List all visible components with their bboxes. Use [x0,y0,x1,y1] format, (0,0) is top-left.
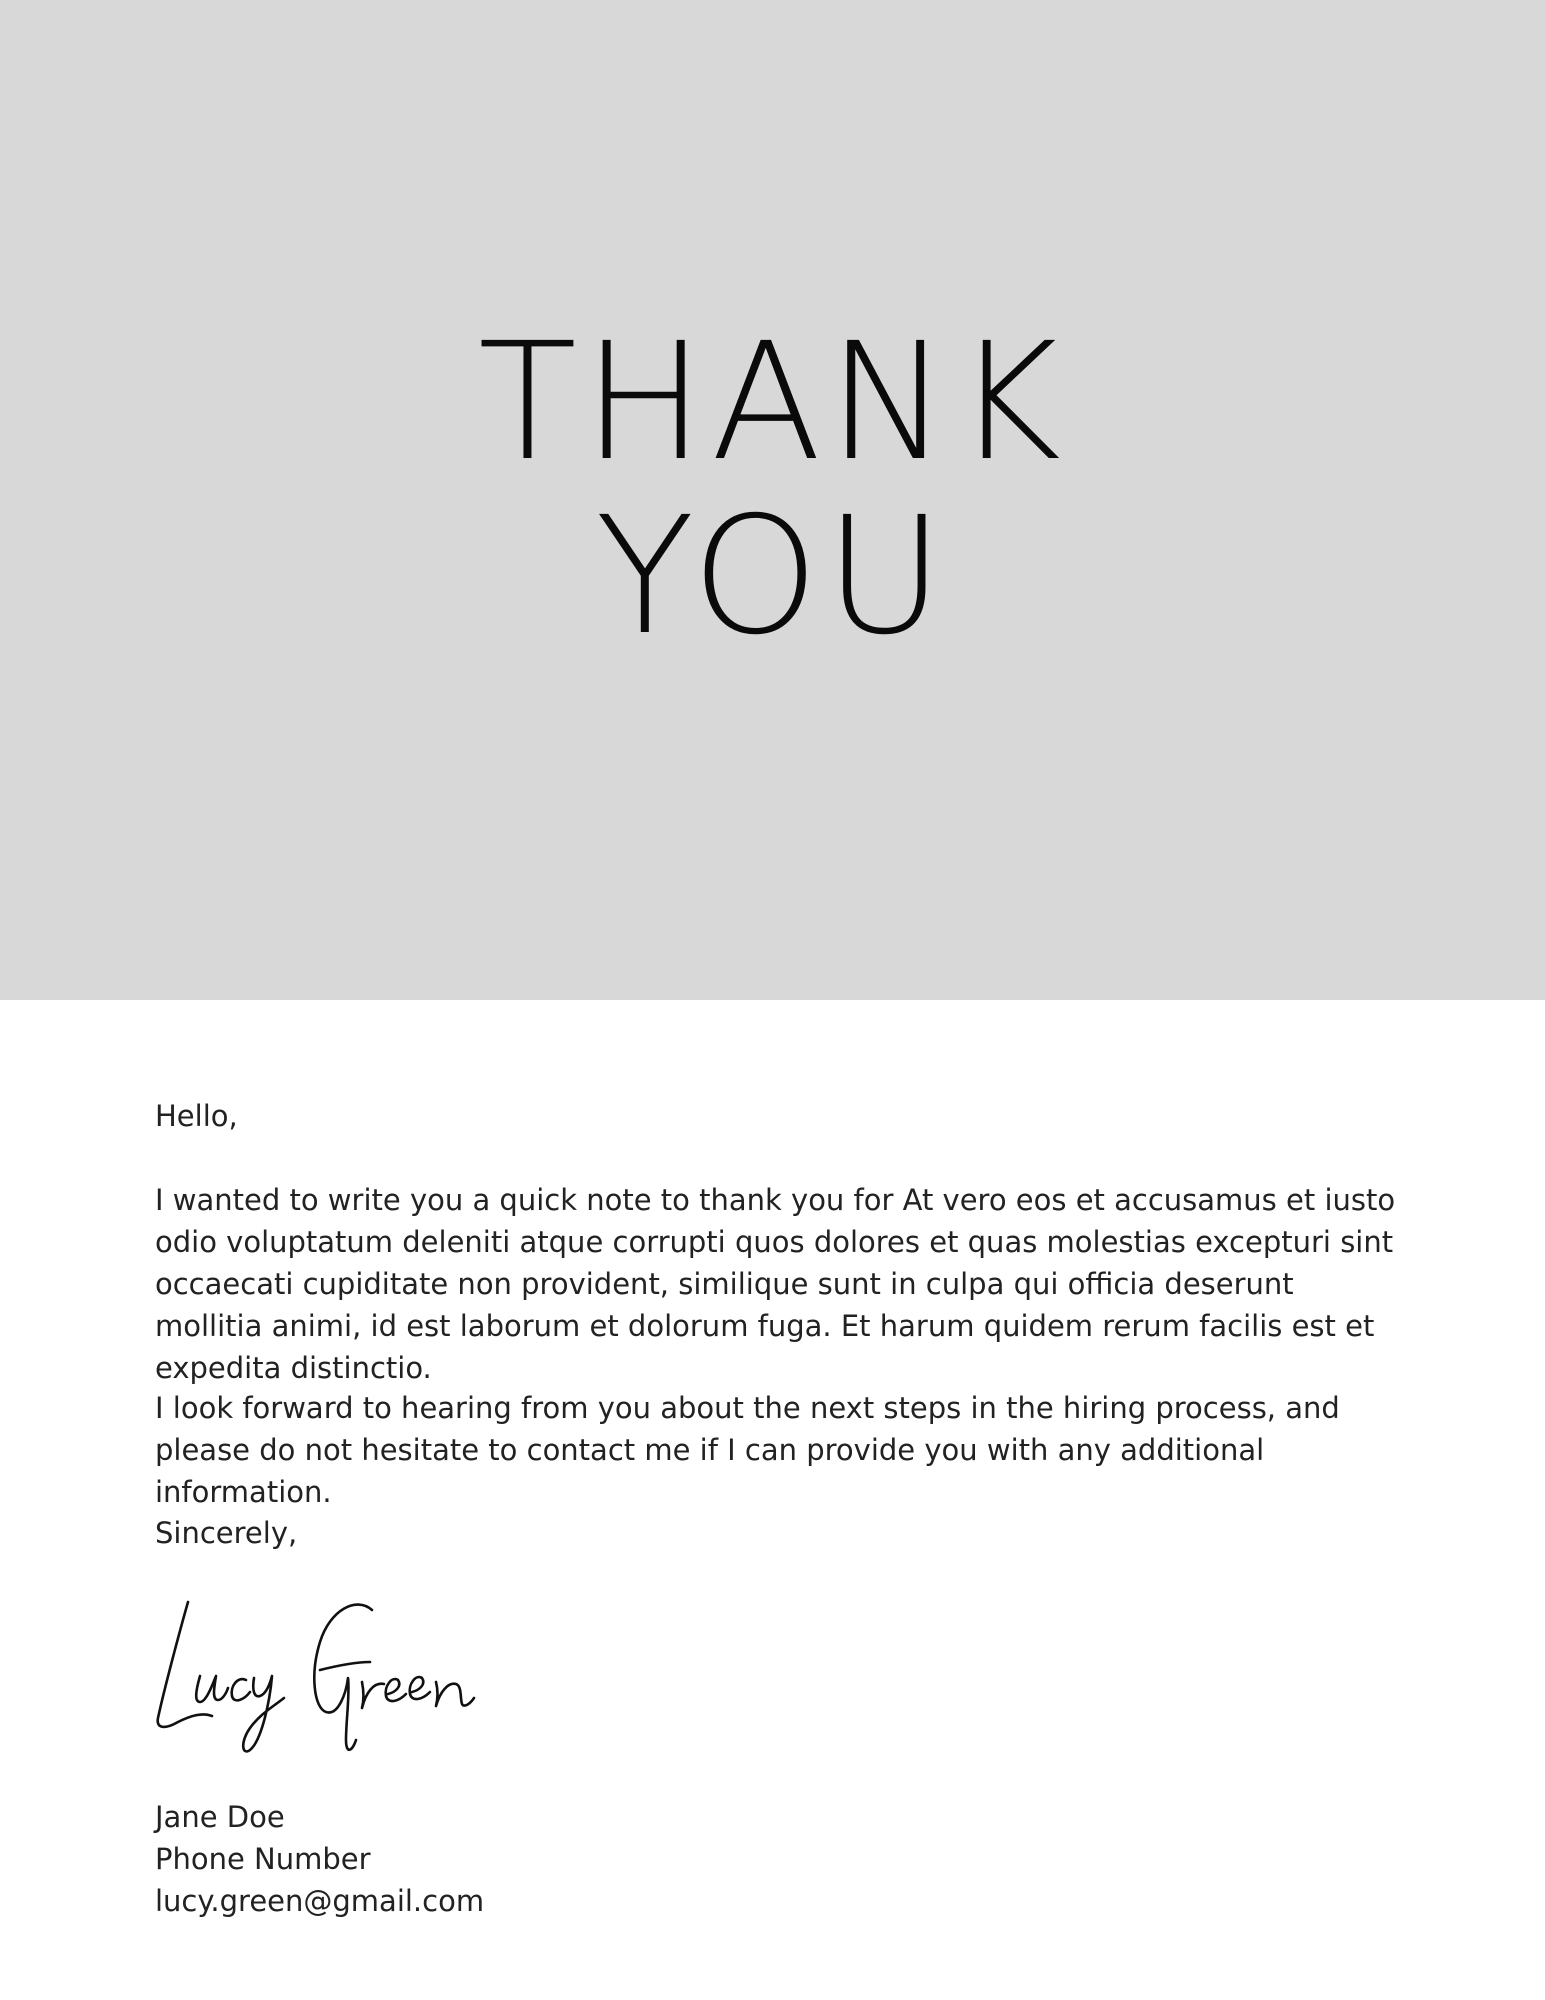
greeting: Hello, [155,1099,238,1133]
headline-you: YOU [595,483,950,671]
letter-paragraph-1: I wanted to write you a quick note to thank you for At vero eos et accusamus et iusto odio voluptatum deleniti atque corrupti quos dolores et quas molestias excepturi sint occaecati cupiditate non provident, similique sunt in culpa qui officia deserunt mollitia animi, id est laborum et dolorum fuga. Et harum quidem rerum facilis est et expedita distinctio. [155,1183,1396,1385]
signature-graphic [150,1590,500,1760]
contact-phone: Phone Number [155,1842,371,1876]
signature [150,1590,500,1760]
contact-block [155,1796,484,1922]
closing: Sincerely, [155,1516,298,1550]
contact-email[interactable]: lucy.green@gmail.com [155,1884,485,1918]
contact-name: Jane Doe [155,1800,285,1834]
letter-paragraph-2: I look forward to hearing from you about the next steps in the hiring process, and please do not hesitate to contact me if I can provide you with any additional information. [155,1391,1340,1509]
headline-thank: THANK [477,309,1067,497]
